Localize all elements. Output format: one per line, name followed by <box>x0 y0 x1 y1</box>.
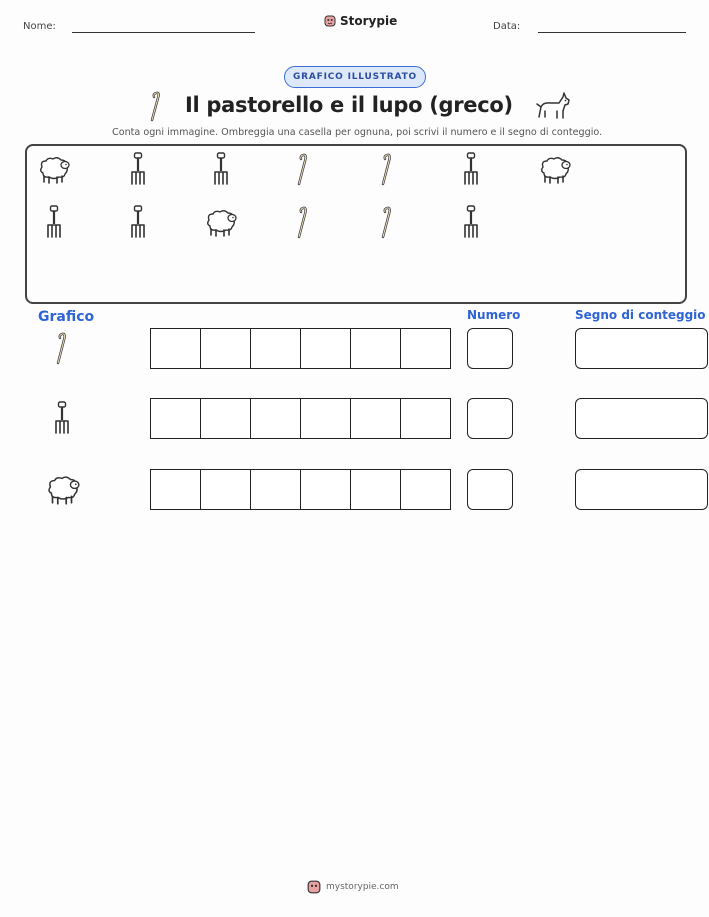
graph-cell[interactable] <box>250 469 301 510</box>
graph-cell[interactable] <box>350 328 401 369</box>
graph-cell[interactable] <box>250 328 301 369</box>
pitchfork-icon <box>44 205 64 243</box>
name-label: Nome: <box>23 21 56 32</box>
tally-box[interactable] <box>575 328 708 369</box>
number-box[interactable] <box>467 469 513 510</box>
date-label: Data: <box>493 21 521 32</box>
crook-icon <box>295 205 311 243</box>
graph-cell[interactable] <box>250 398 301 439</box>
graph-cell[interactable] <box>400 469 451 510</box>
footer-url: mystorypie.com <box>326 882 399 892</box>
wolf-icon <box>535 91 571 123</box>
number-header: Numero <box>467 308 521 322</box>
tally-box[interactable] <box>575 469 708 510</box>
crook-icon <box>54 329 70 371</box>
storypie-footer-icon <box>307 880 321 894</box>
crook-icon <box>379 205 395 243</box>
graph-cell[interactable] <box>150 469 201 510</box>
instructions: Conta ogni immagine. Ombreggia una casella per ognuna, poi scrivi il numero e il segno di conteggio. <box>112 127 603 138</box>
graph-cell[interactable] <box>150 398 201 439</box>
crook-icon <box>295 152 311 190</box>
number-box[interactable] <box>467 328 513 369</box>
graph-cell[interactable] <box>300 398 351 439</box>
pitchfork-icon <box>52 399 72 441</box>
page-title: Il pastorello e il lupo (greco) <box>185 93 513 117</box>
pitchfork-icon <box>211 152 231 190</box>
graph-cell[interactable] <box>200 398 251 439</box>
pitchfork-icon <box>461 205 481 243</box>
picture-panel <box>25 144 687 304</box>
graph-cell[interactable] <box>200 328 251 369</box>
graph-cell[interactable] <box>350 469 401 510</box>
pitchfork-icon <box>128 152 148 190</box>
graph-cell[interactable] <box>300 328 351 369</box>
graph-cell[interactable] <box>300 469 351 510</box>
sheep-icon <box>35 152 71 190</box>
brand-logo <box>324 14 397 28</box>
brand-name: Storypie <box>340 14 398 28</box>
pitchfork-icon <box>461 152 481 190</box>
name-line[interactable] <box>72 32 255 33</box>
graph-cell[interactable] <box>350 398 401 439</box>
date-line[interactable] <box>538 32 686 33</box>
graph-cell[interactable] <box>150 328 201 369</box>
pitchfork-icon <box>128 205 148 243</box>
sheep-icon <box>43 470 81 512</box>
footer <box>307 880 399 894</box>
crook-icon <box>148 90 164 122</box>
section-badge: GRAFICO ILLUSTRATO <box>284 66 426 88</box>
crook-icon <box>379 152 395 190</box>
number-box[interactable] <box>467 398 513 439</box>
graph-cell[interactable] <box>200 469 251 510</box>
tally-header: Segno di conteggio <box>575 308 706 322</box>
storypie-logo-icon <box>324 15 336 27</box>
graph-cell[interactable] <box>400 328 451 369</box>
sheep-icon <box>536 152 572 190</box>
tally-box[interactable] <box>575 398 708 439</box>
sheep-icon <box>202 205 238 243</box>
graph-label: Grafico <box>38 309 95 325</box>
graph-cell[interactable] <box>400 398 451 439</box>
